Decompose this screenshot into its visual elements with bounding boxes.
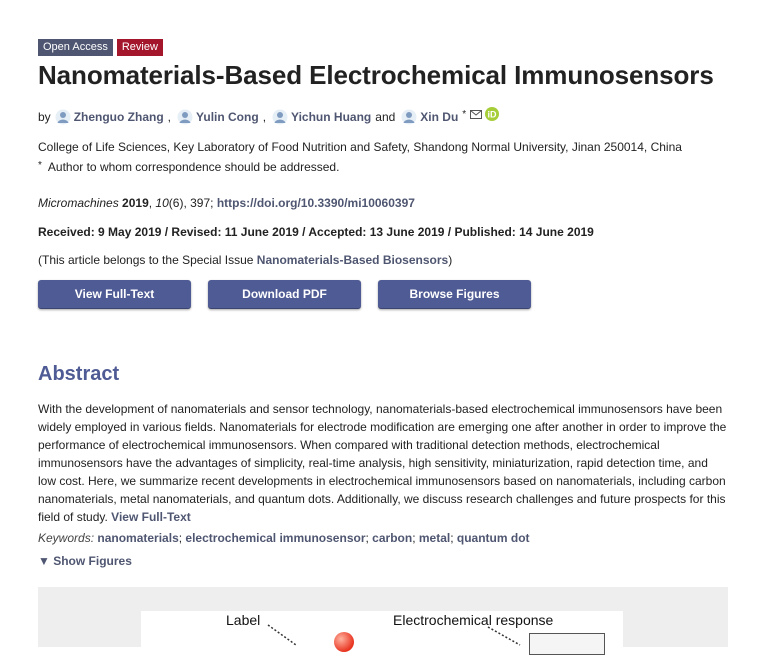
abstract-heading: Abstract — [38, 363, 120, 385]
citation: Micromachines 2019, 10(6), 397; https://doi.org/10.3390/mi10060397 — [38, 196, 415, 210]
author-name: Yichun Huang — [291, 110, 372, 124]
figure-panel — [38, 587, 728, 647]
citation-year: 2019 — [122, 196, 149, 210]
browse-figures-button[interactable]: Browse Figures — [378, 280, 531, 309]
special-issue-note — [38, 253, 452, 267]
and-label: and — [375, 110, 396, 124]
correspondence-star: * — [38, 160, 42, 171]
abstract-text — [38, 400, 728, 526]
author-link[interactable] — [399, 109, 458, 125]
author-separator: , — [262, 110, 267, 124]
open-access-badge: Open Access — [38, 39, 113, 56]
author-link[interactable] — [270, 109, 371, 125]
author-separator: , — [167, 110, 172, 124]
keyword-link[interactable]: nanomaterials — [97, 531, 179, 545]
article-badges — [38, 39, 163, 56]
special-issue-suffix: ) — [448, 253, 453, 267]
keyword-link[interactable]: electrochemical immunosensor — [185, 531, 366, 545]
affiliation: College of Life Sciences, Key Laboratory of Food Nutrition and Safety, Shandong Normal University, Jinan 250014, China — [38, 140, 682, 154]
figure-label-sphere — [333, 631, 355, 653]
figure-label-right: Electrochemical response — [393, 612, 554, 628]
citation-issue: (6), 397; — [168, 196, 214, 210]
abstract-body: With the development of nanomaterials and sensor technology, nanomaterials-based electrochemical immunosensors have been widely employed in various fields. Nanomaterials for electrode modification are emerging one after another in order to improve the performance of electrochemical immunosensors. When compared with traditional detection methods, electrochemical immunosensors have the advantages of simplicity, real-time analysis, high sensitivity, miniaturization, rapid detection time, and low cost. Here, we summarize recent developments in electrochemical immunosensors based on nanomaterials, including carbon nanomaterials, metal nanomaterials, and quantum dots. Additionally, we discuss research challenges and future prospects for this field of study. — [38, 402, 727, 524]
person-icon — [177, 109, 193, 125]
figure-arrow-left — [266, 623, 306, 651]
keyword-link[interactable]: carbon — [372, 531, 413, 545]
publication-dates: Received: 9 May 2019 / Revised: 11 June 2019 / Accepted: 13 June 2019 / Published: 14 June 2019 — [38, 225, 594, 239]
author-link[interactable] — [175, 109, 259, 125]
download-pdf-button[interactable]: Download PDF — [208, 280, 361, 309]
journal-name: Micromachines — [38, 196, 119, 210]
svg-text:iD: iD — [487, 109, 497, 120]
abstract-full-text-link[interactable]: View Full-Text — [111, 510, 191, 524]
review-badge: Review — [117, 39, 163, 56]
figure-label-left: Label — [226, 612, 261, 628]
mail-icon[interactable] — [470, 110, 482, 120]
keywords: Keywords: nanomaterials; electrochemical immunosensor; carbon; metal; quantum dot — [38, 531, 530, 545]
keyword-link[interactable]: metal — [418, 531, 451, 545]
author-name: Xin Du — [420, 110, 459, 124]
author-name: Yulin Cong — [196, 110, 259, 124]
article-title: Nanomaterials-Based Electrochemical Immunosensors — [38, 60, 714, 90]
correspondence-text: Author to whom correspondence should be addressed. — [47, 160, 340, 174]
doi-link[interactable]: https://doi.org/10.3390/mi10060397 — [216, 196, 415, 210]
author-link[interactable] — [53, 109, 164, 125]
show-figures-toggle[interactable]: ▼ Show Figures — [38, 554, 132, 568]
correspondence-note — [38, 160, 339, 174]
by-label: by — [38, 110, 51, 124]
special-issue-prefix: (This article belongs to the Special Issue — [38, 253, 257, 267]
keywords-label: Keywords: — [38, 531, 95, 545]
citation-volume: 10 — [155, 196, 169, 210]
graphical-abstract-image — [141, 611, 623, 651]
figure-arrow-right — [486, 625, 526, 649]
orcid-icon[interactable] — [485, 107, 499, 121]
person-icon — [272, 109, 288, 125]
action-buttons — [38, 280, 531, 309]
keyword-link[interactable]: quantum dot — [456, 531, 530, 545]
view-full-text-button[interactable]: View Full-Text — [38, 280, 191, 309]
author-name: Zhenguo Zhang — [73, 110, 164, 124]
corresponding-star: * — [462, 108, 467, 120]
author-list — [38, 109, 499, 125]
person-icon — [55, 109, 71, 125]
figure-response-box — [529, 633, 605, 655]
special-issue-link[interactable]: Nanomaterials-Based Biosensors — [256, 253, 449, 267]
person-icon — [401, 109, 417, 125]
